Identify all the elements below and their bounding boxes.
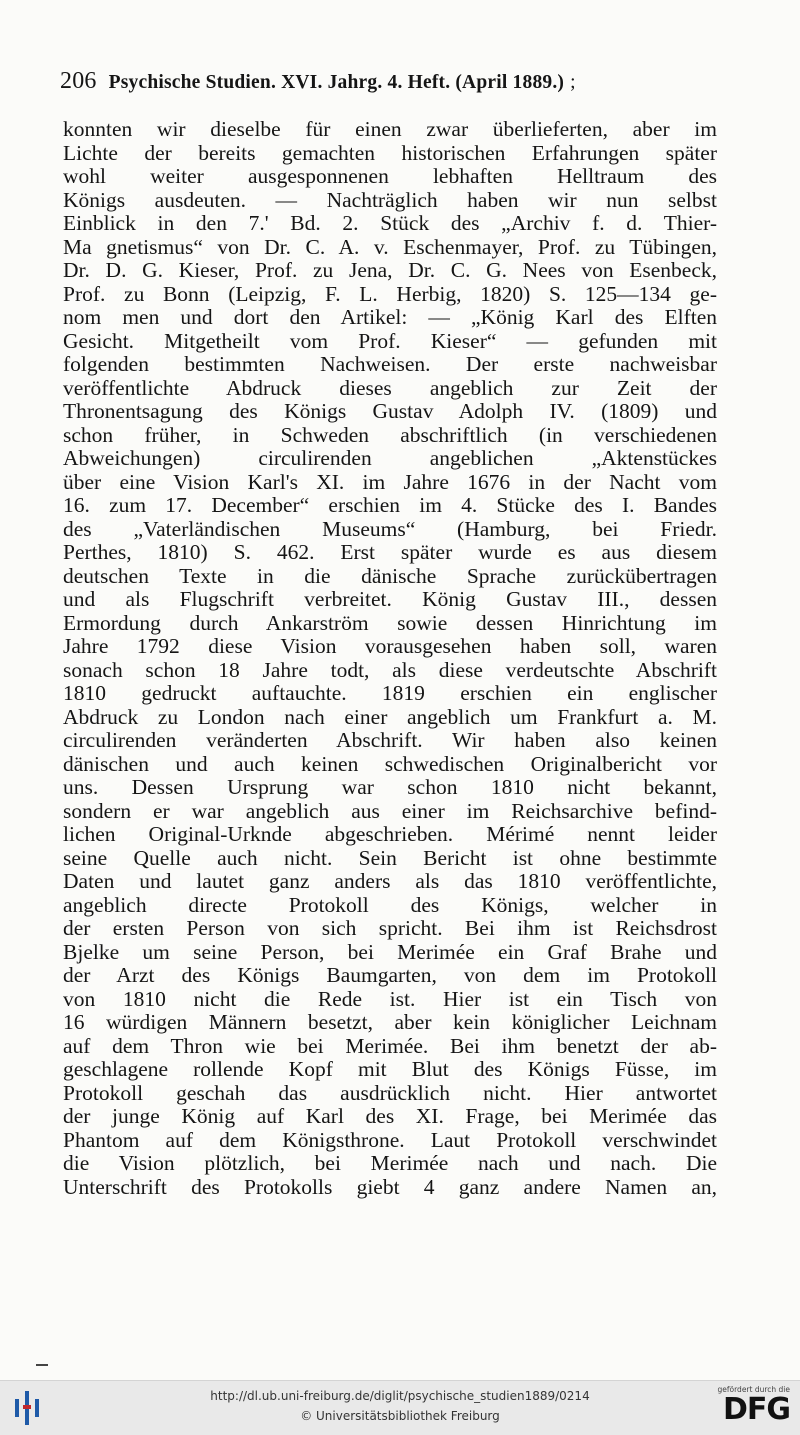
text-line: lichen Original-Urknde abgeschrieben. Mérimé nennt leider xyxy=(63,822,717,846)
text-line: Perthes, 1810) S. 462. Erst später wurde es aus diesem xyxy=(63,540,717,564)
text-line: folgenden bestimmten Nachweisen. Der erste nachweisbar xyxy=(63,352,717,376)
text-line: des „Vaterländischen Museums“ (Hamburg, bei Friedr. xyxy=(63,516,717,541)
text-line: schon früher, in Schweden abschriftlich (in verschiedenen xyxy=(63,422,717,447)
text-line: sonach schon 18 Jahre todt, als diese verdeutschte Abschrift xyxy=(63,657,717,682)
dfg-logo-text: DFG xyxy=(722,1392,790,1427)
text-line: Abweichungen) circulirenden angeblichen „Aktenstückes xyxy=(63,446,717,470)
text-line: geschlagene rollende Kopf mit Blut des Königs Füsse, im xyxy=(63,1057,717,1081)
text-line: Phantom auf dem Königsthrone. Laut Protokoll verschwindet xyxy=(63,1127,717,1152)
text-line: von 1810 nicht die Rede ist. Hier ist ein Tisch von xyxy=(63,986,717,1011)
journal-title: Psychische Studien. XVI. Jahrg. 4. Heft. (April 1889.) xyxy=(108,72,565,93)
text-line: 16. zum 17. December“ erschien im 4. Stücke des I. Bandes xyxy=(63,493,717,517)
text-line: circulirenden veränderten Abschrift. Wir haben also keinen xyxy=(63,728,717,752)
text-line: Ermordung durch Ankarström sowie dessen Hinrichtung im xyxy=(63,610,717,635)
margin-dash xyxy=(36,1364,48,1366)
text-line: auf dem Thron wie bei Merimée. Bei ihm benetzt der ab- xyxy=(63,1033,717,1058)
margin-mark: ; xyxy=(570,72,576,93)
text-line: Dr. D. G. Kieser, Prof. zu Jena, Dr. C. G. Nees von Esenbeck, xyxy=(63,258,717,282)
text-line: Einblick in den 7.' Bd. 2. Stück des „Archiv f. d. Thier- xyxy=(63,211,717,235)
copyright-notice: © Universitätsbibliothek Freiburg xyxy=(300,1409,500,1423)
text-line: nom men und dort den Artikel: — „König Karl des Elften xyxy=(63,305,717,329)
footer-bar xyxy=(0,1380,800,1435)
running-head xyxy=(60,68,740,100)
text-line: Protokoll geschah das ausdrücklich nicht. Hier antwortet xyxy=(63,1080,717,1105)
text-line: angeblich directe Protokoll des Königs, welcher in xyxy=(63,892,717,917)
text-line: deutschen Texte in die dänische Sprache zurückübertragen xyxy=(63,563,717,588)
text-line: Königs ausdeuten. — Nachträglich haben wir nun selbst xyxy=(63,187,717,212)
text-line: der Arzt des Königs Baumgarten, von dem im Protokoll xyxy=(63,963,717,987)
text-line: und als Flugschrift verbreitet. König Gustav III., dessen xyxy=(63,587,717,611)
text-line: sondern er war angeblich aus einer im Reichsarchive befind- xyxy=(63,798,717,823)
source-url[interactable]: http://dl.ub.uni-freiburg.de/diglit/psychische_studien1889/0214 xyxy=(210,1389,590,1403)
text-line: der ersten Person von sich spricht. Bei ihm ist Reichsdrost xyxy=(63,916,717,940)
text-line: Prof. zu Bonn (Leipzig, F. L. Herbig, 1820) S. 125—134 ge- xyxy=(63,281,717,306)
text-line: uns. Dessen Ursprung war schon 1810 nicht bekannt, xyxy=(63,775,717,799)
text-line: Daten und lautet ganz anders als das 1810 veröffentlichte, xyxy=(63,869,717,893)
text-line: Bjelke um seine Person, bei Merimée ein Graf Brahe und xyxy=(63,939,717,964)
text-line: Thronentsagung des Königs Gustav Adolph IV. (1809) und xyxy=(63,399,717,423)
text-line: konnten wir dieselbe für einen zwar überlieferten, aber im xyxy=(63,117,717,141)
text-line: über eine Vision Karl's XI. im Jahre 1676 in der Nacht vom xyxy=(63,469,717,494)
text-line: wohl weiter ausgesponnenen lebhaften Helltraum des xyxy=(63,164,717,188)
text-line: Abdruck zu London nach einer angeblich um Frankfurt a. M. xyxy=(63,704,717,729)
text-line: Unterschrift des Protokolls giebt 4 ganz andere Namen an, xyxy=(63,1174,717,1199)
text-line: Gesicht. Mitgetheilt vom Prof. Kieser“ — gefunden mit xyxy=(63,328,717,353)
text-line: seine Quelle auch nicht. Sein Bericht ist ohne bestimmte xyxy=(63,845,717,870)
text-line: Lichte der bereits gemachten historischen Erfahrungen später xyxy=(63,140,717,165)
dfg-funding-text: gefördert durch die xyxy=(717,1385,790,1394)
text-line: dänischen und auch keinen schwedischen Originalbericht vor xyxy=(63,751,717,776)
text-line: veröffentlichte Abdruck dieses angeblich zur Zeit der xyxy=(63,375,717,400)
page-number: 206 xyxy=(60,68,97,94)
text-line: die Vision plötzlich, bei Merimée nach und nach. Die xyxy=(63,1151,717,1175)
body-text xyxy=(63,118,717,1199)
text-line: 16 würdigen Männern besetzt, aber kein königlicher Leichnam xyxy=(63,1010,717,1034)
text-line: Ma gnetismus“ von Dr. C. A. v. Eschenmayer, Prof. zu Tübingen, xyxy=(63,234,717,259)
text-line: der junge König auf Karl des XI. Frage, bei Merimée das xyxy=(63,1104,717,1128)
text-line: Jahre 1792 diese Vision vorausgesehen haben soll, waren xyxy=(63,634,717,658)
text-line: 1810 gedruckt auftauchte. 1819 erschien ein englischer xyxy=(63,681,717,705)
dfg-logo xyxy=(706,1385,790,1431)
